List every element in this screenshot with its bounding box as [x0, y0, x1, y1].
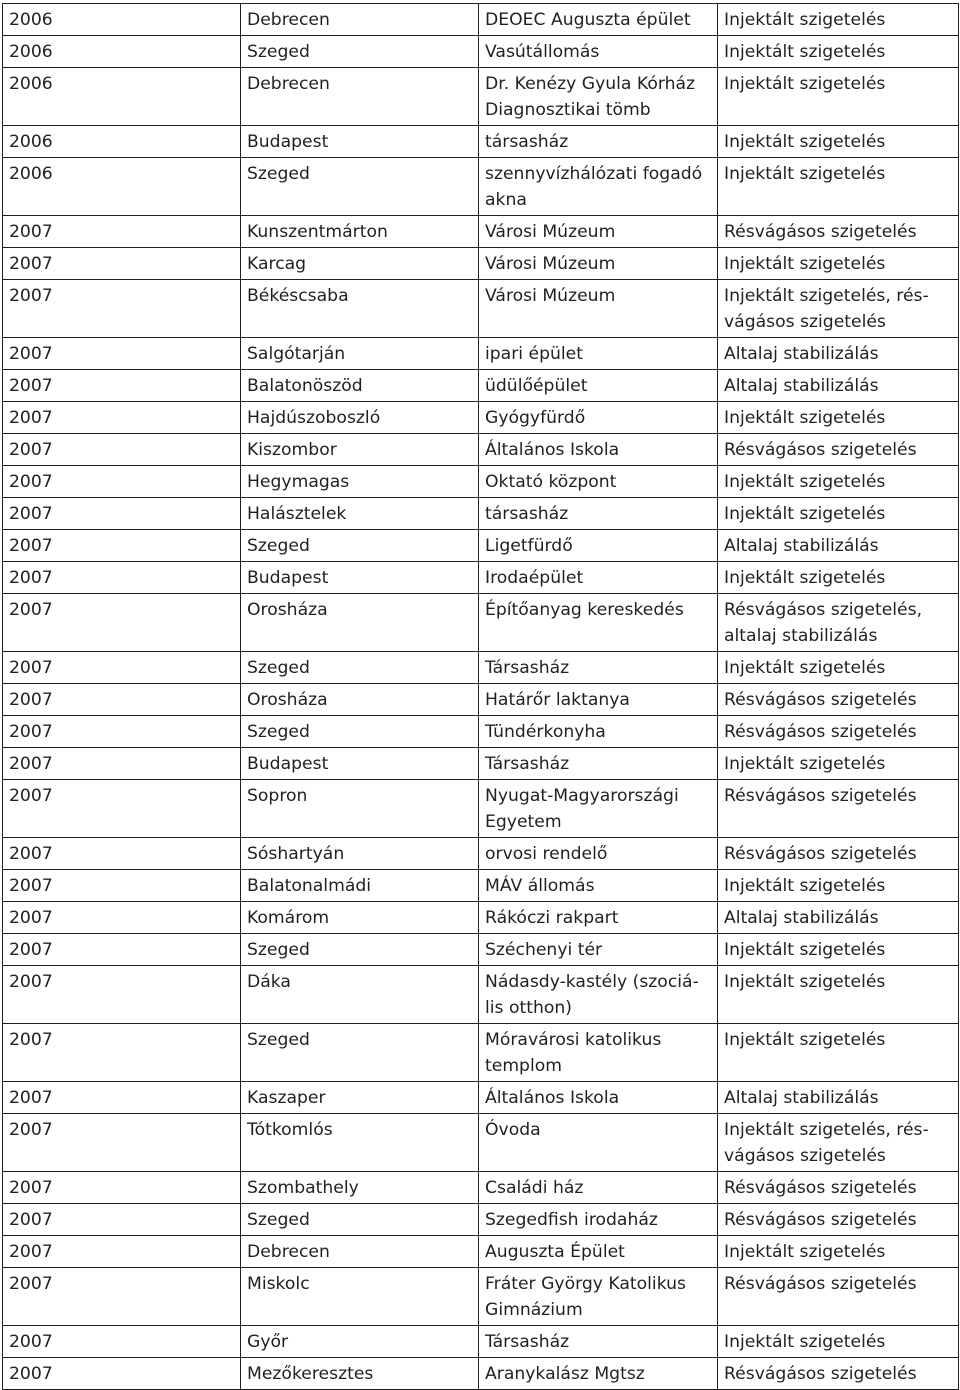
site-cell-line: Diagnosztikai tömb	[485, 100, 651, 120]
city-cell: Szeged	[241, 1024, 479, 1082]
city-cell: Békéscsaba	[241, 280, 479, 338]
technology-cell-line: Injektált szigetelés	[724, 504, 886, 524]
technology-cell	[718, 402, 959, 434]
table-row	[3, 338, 959, 370]
site-cell-line: Oktató központ	[485, 472, 617, 492]
site-cell-line: társasház	[485, 132, 569, 152]
year-cell: 2007	[3, 966, 241, 1024]
technology-cell-line: Injektált szigetelés	[724, 658, 886, 678]
site-cell	[479, 434, 718, 466]
city-cell: Szeged	[241, 1204, 479, 1236]
technology-cell	[718, 1024, 959, 1082]
city-cell: Budapest	[241, 126, 479, 158]
site-cell-line: Általános Iskola	[485, 1088, 620, 1108]
site-cell	[479, 530, 718, 562]
technology-cell-line: Injektált szigetelés	[724, 74, 886, 94]
technology-cell-line: Injektált szigetelés	[724, 164, 886, 184]
site-cell-line: orvosi rendelő	[485, 844, 608, 864]
technology-cell-line: Injektált szigetelés	[724, 1332, 886, 1352]
city-cell: Balatonalmádi	[241, 870, 479, 902]
site-cell-line: Irodaépület	[485, 568, 584, 588]
technology-cell	[718, 434, 959, 466]
year-cell: 2007	[3, 248, 241, 280]
city-cell: Balatonöszöd	[241, 370, 479, 402]
technology-cell	[718, 498, 959, 530]
site-cell	[479, 280, 718, 338]
city-cell: Szeged	[241, 652, 479, 684]
technology-cell-line: Résvágásos szigetelés	[724, 440, 917, 460]
technology-cell-line: Injektált szigetelés	[724, 568, 886, 588]
site-cell	[479, 684, 718, 716]
city-cell: Debrecen	[241, 1236, 479, 1268]
site-cell	[479, 1172, 718, 1204]
city-cell: Debrecen	[241, 68, 479, 126]
year-cell: 2007	[3, 1172, 241, 1204]
technology-cell-line: altalaj stabilizálás	[724, 626, 878, 646]
site-cell	[479, 748, 718, 780]
technology-cell-line: Résvágásos szigetelés	[724, 786, 917, 806]
year-cell: 2007	[3, 530, 241, 562]
site-cell	[479, 466, 718, 498]
year-cell: 2007	[3, 716, 241, 748]
technology-cell-line: vágásos szigetelés	[724, 312, 886, 332]
technology-cell-line: Résvágásos szigetelés	[724, 690, 917, 710]
table-row	[3, 838, 959, 870]
technology-cell	[718, 684, 959, 716]
year-cell: 2007	[3, 1114, 241, 1172]
city-cell: Kunszentmárton	[241, 216, 479, 248]
site-cell-line: Vasútállomás	[485, 42, 600, 62]
table-row	[3, 36, 959, 68]
reference-table-body	[3, 4, 959, 1390]
city-cell: Győr	[241, 1326, 479, 1358]
site-cell	[479, 594, 718, 652]
technology-cell	[718, 466, 959, 498]
site-cell	[479, 68, 718, 126]
site-cell-line: Határőr laktanya	[485, 690, 630, 710]
year-cell: 2007	[3, 1024, 241, 1082]
site-cell	[479, 1236, 718, 1268]
site-cell	[479, 1024, 718, 1082]
site-cell-line: Általános Iskola	[485, 440, 620, 460]
site-cell	[479, 1268, 718, 1326]
year-cell: 2006	[3, 126, 241, 158]
city-cell: Sóshartyán	[241, 838, 479, 870]
technology-cell-line: Injektált szigetelés	[724, 254, 886, 274]
table-row	[3, 1358, 959, 1390]
site-cell-line: Gyógyfürdő	[485, 408, 586, 428]
site-cell-line: Óvoda	[485, 1120, 541, 1140]
site-cell-line: Rákóczi rakpart	[485, 908, 619, 928]
year-cell: 2007	[3, 562, 241, 594]
year-cell: 2007	[3, 838, 241, 870]
site-cell-line: Társasház	[485, 658, 570, 678]
city-cell: Budapest	[241, 562, 479, 594]
city-cell: Szeged	[241, 716, 479, 748]
table-row	[3, 370, 959, 402]
table-row	[3, 248, 959, 280]
table-row	[3, 1236, 959, 1268]
table-row	[3, 466, 959, 498]
site-cell-line: Fráter György Katolikus	[485, 1274, 686, 1294]
site-cell	[479, 248, 718, 280]
city-cell: Budapest	[241, 748, 479, 780]
table-row	[3, 1082, 959, 1114]
site-cell	[479, 780, 718, 838]
city-cell: Szeged	[241, 36, 479, 68]
technology-cell-line: Injektált szigetelés	[724, 10, 886, 30]
site-cell-line: Aranykalász Mgtsz	[485, 1364, 645, 1384]
technology-cell-line: Altalaj stabilizálás	[724, 908, 879, 928]
city-cell: Orosháza	[241, 684, 479, 716]
site-cell	[479, 126, 718, 158]
table-row	[3, 530, 959, 562]
table-row	[3, 652, 959, 684]
site-cell-line: Egyetem	[485, 812, 562, 832]
year-cell: 2007	[3, 370, 241, 402]
city-cell: Salgótarján	[241, 338, 479, 370]
technology-cell-line: Résvágásos szigetelés	[724, 722, 917, 742]
technology-cell	[718, 1326, 959, 1358]
year-cell: 2007	[3, 1082, 241, 1114]
technology-cell	[718, 68, 959, 126]
city-cell: Tótkomlós	[241, 1114, 479, 1172]
site-cell	[479, 870, 718, 902]
year-cell: 2006	[3, 4, 241, 36]
site-cell-line: MÁV állomás	[485, 876, 595, 896]
technology-cell-line: Résvágásos szigetelés	[724, 1274, 917, 1294]
technology-cell-line: Injektált szigetelés, rés-	[724, 286, 929, 306]
site-cell-line: Nádasdy-kastély (szociá-	[485, 972, 699, 992]
site-cell	[479, 338, 718, 370]
site-cell-line: társasház	[485, 504, 569, 524]
year-cell: 2007	[3, 1204, 241, 1236]
city-cell: Mezőkeresztes	[241, 1358, 479, 1390]
site-cell-line: Móravárosi katolikus	[485, 1030, 662, 1050]
technology-cell-line: Résvágásos szigetelés	[724, 222, 917, 242]
site-cell	[479, 498, 718, 530]
site-cell-line: akna	[485, 190, 527, 210]
city-cell: Miskolc	[241, 1268, 479, 1326]
technology-cell	[718, 1268, 959, 1326]
technology-cell	[718, 280, 959, 338]
technology-cell-line: Altalaj stabilizálás	[724, 1088, 879, 1108]
technology-cell	[718, 562, 959, 594]
table-row	[3, 216, 959, 248]
technology-cell-line: Altalaj stabilizálás	[724, 536, 879, 556]
technology-cell	[718, 902, 959, 934]
site-cell-line: Ligetfürdő	[485, 536, 573, 556]
site-cell	[479, 1326, 718, 1358]
city-cell: Kiszombor	[241, 434, 479, 466]
year-cell: 2007	[3, 594, 241, 652]
city-cell: Hegymagas	[241, 466, 479, 498]
year-cell: 2006	[3, 36, 241, 68]
year-cell: 2007	[3, 434, 241, 466]
city-cell: Dáka	[241, 966, 479, 1024]
year-cell: 2006	[3, 158, 241, 216]
technology-cell	[718, 934, 959, 966]
site-cell-line: Városi Múzeum	[485, 222, 616, 242]
site-cell-line: ipari épület	[485, 344, 583, 364]
site-cell-line: DEOEC Auguszta épület	[485, 10, 691, 30]
year-cell: 2007	[3, 902, 241, 934]
technology-cell	[718, 1114, 959, 1172]
site-cell-line: üdülőépület	[485, 376, 588, 396]
table-row	[3, 748, 959, 780]
technology-cell-line: Injektált szigetelés	[724, 408, 886, 428]
site-cell	[479, 1114, 718, 1172]
year-cell: 2007	[3, 498, 241, 530]
site-cell	[479, 370, 718, 402]
technology-cell	[718, 1236, 959, 1268]
technology-cell-line: Résvágásos szigetelés	[724, 1364, 917, 1384]
year-cell: 2007	[3, 402, 241, 434]
year-cell: 2007	[3, 1268, 241, 1326]
technology-cell	[718, 216, 959, 248]
technology-cell-line: Injektált szigetelés	[724, 1030, 886, 1050]
reference-table	[2, 3, 959, 1390]
table-row	[3, 1204, 959, 1236]
technology-cell	[718, 36, 959, 68]
site-cell	[479, 4, 718, 36]
table-row	[3, 1326, 959, 1358]
technology-cell-line: Injektált szigetelés	[724, 472, 886, 492]
year-cell: 2007	[3, 652, 241, 684]
technology-cell-line: Résvágásos szigetelés	[724, 844, 917, 864]
city-cell: Hajdúszoboszló	[241, 402, 479, 434]
table-row	[3, 902, 959, 934]
city-cell: Sopron	[241, 780, 479, 838]
city-cell: Kaszaper	[241, 1082, 479, 1114]
site-cell	[479, 934, 718, 966]
table-row	[3, 1114, 959, 1172]
technology-cell-line: vágásos szigetelés	[724, 1146, 886, 1166]
technology-cell	[718, 652, 959, 684]
year-cell: 2007	[3, 870, 241, 902]
site-cell	[479, 562, 718, 594]
site-cell	[479, 1082, 718, 1114]
city-cell: Szeged	[241, 934, 479, 966]
site-cell	[479, 1358, 718, 1390]
technology-cell	[718, 870, 959, 902]
year-cell: 2007	[3, 934, 241, 966]
site-cell-line: Gimnázium	[485, 1300, 583, 1320]
technology-cell	[718, 716, 959, 748]
table-row	[3, 126, 959, 158]
table-row	[3, 158, 959, 216]
technology-cell-line: Résvágásos szigetelés,	[724, 600, 923, 620]
technology-cell	[718, 1204, 959, 1236]
site-cell-line: Építőanyag kereskedés	[485, 600, 684, 620]
technology-cell-line: Résvágásos szigetelés	[724, 1178, 917, 1198]
technology-cell	[718, 748, 959, 780]
site-cell-line: Társasház	[485, 1332, 570, 1352]
technology-cell-line: Altalaj stabilizálás	[724, 376, 879, 396]
table-row	[3, 562, 959, 594]
site-cell	[479, 1204, 718, 1236]
city-cell: Halásztelek	[241, 498, 479, 530]
site-cell-line: szennyvízhálózati fogadó	[485, 164, 703, 184]
site-cell-line: templom	[485, 1056, 562, 1076]
site-cell	[479, 652, 718, 684]
site-cell	[479, 158, 718, 216]
technology-cell	[718, 594, 959, 652]
site-cell-line: lis otthon)	[485, 998, 572, 1018]
technology-cell	[718, 370, 959, 402]
technology-cell	[718, 1082, 959, 1114]
year-cell: 2007	[3, 280, 241, 338]
site-cell	[479, 838, 718, 870]
table-row	[3, 684, 959, 716]
city-cell: Szeged	[241, 158, 479, 216]
table-row	[3, 434, 959, 466]
table-row	[3, 68, 959, 126]
table-row	[3, 4, 959, 36]
site-cell	[479, 402, 718, 434]
year-cell: 2007	[3, 1358, 241, 1390]
technology-cell	[718, 338, 959, 370]
year-cell: 2007	[3, 1236, 241, 1268]
table-row	[3, 402, 959, 434]
technology-cell	[718, 248, 959, 280]
technology-cell	[718, 780, 959, 838]
table-row	[3, 280, 959, 338]
technology-cell-line: Injektált szigetelés	[724, 42, 886, 62]
site-cell	[479, 966, 718, 1024]
site-cell-line: Auguszta Épület	[485, 1242, 625, 1262]
technology-cell	[718, 126, 959, 158]
technology-cell-line: Injektált szigetelés	[724, 940, 886, 960]
table-row	[3, 934, 959, 966]
technology-cell-line: Injektált szigetelés	[724, 754, 886, 774]
site-cell-line: Tündérkonyha	[485, 722, 606, 742]
technology-cell	[718, 838, 959, 870]
year-cell: 2007	[3, 1326, 241, 1358]
table-row	[3, 1268, 959, 1326]
technology-cell	[718, 1358, 959, 1390]
site-cell	[479, 716, 718, 748]
technology-cell-line: Injektált szigetelés, rés-	[724, 1120, 929, 1140]
site-cell	[479, 902, 718, 934]
site-cell	[479, 36, 718, 68]
site-cell-line: Városi Múzeum	[485, 254, 616, 274]
technology-cell-line: Résvágásos szigetelés	[724, 1210, 917, 1230]
table-row	[3, 870, 959, 902]
table-row	[3, 716, 959, 748]
year-cell: 2006	[3, 68, 241, 126]
year-cell: 2007	[3, 216, 241, 248]
city-cell: Debrecen	[241, 4, 479, 36]
technology-cell	[718, 4, 959, 36]
technology-cell	[718, 530, 959, 562]
site-cell-line: Szegedfish irodaház	[485, 1210, 658, 1230]
table-row	[3, 780, 959, 838]
table-row	[3, 498, 959, 530]
year-cell: 2007	[3, 338, 241, 370]
technology-cell	[718, 158, 959, 216]
city-cell: Orosháza	[241, 594, 479, 652]
technology-cell-line: Injektált szigetelés	[724, 876, 886, 896]
site-cell	[479, 216, 718, 248]
site-cell-line: Családi ház	[485, 1178, 584, 1198]
year-cell: 2007	[3, 748, 241, 780]
technology-cell	[718, 1172, 959, 1204]
city-cell: Karcag	[241, 248, 479, 280]
site-cell-line: Széchenyi tér	[485, 940, 603, 960]
technology-cell-line: Injektált szigetelés	[724, 132, 886, 152]
table-row	[3, 594, 959, 652]
city-cell: Komárom	[241, 902, 479, 934]
site-cell-line: Dr. Kenézy Gyula Kórház	[485, 74, 696, 94]
site-cell-line: Nyugat-Magyarországi	[485, 786, 679, 806]
city-cell: Szeged	[241, 530, 479, 562]
technology-cell	[718, 966, 959, 1024]
site-cell-line: Városi Múzeum	[485, 286, 616, 306]
table-row	[3, 966, 959, 1024]
site-cell-line: Társasház	[485, 754, 570, 774]
technology-cell-line: Injektált szigetelés	[724, 972, 886, 992]
city-cell: Szombathely	[241, 1172, 479, 1204]
technology-cell-line: Injektált szigetelés	[724, 1242, 886, 1262]
year-cell: 2007	[3, 684, 241, 716]
table-row	[3, 1172, 959, 1204]
year-cell: 2007	[3, 466, 241, 498]
year-cell: 2007	[3, 780, 241, 838]
table-row	[3, 1024, 959, 1082]
technology-cell-line: Altalaj stabilizálás	[724, 344, 879, 364]
